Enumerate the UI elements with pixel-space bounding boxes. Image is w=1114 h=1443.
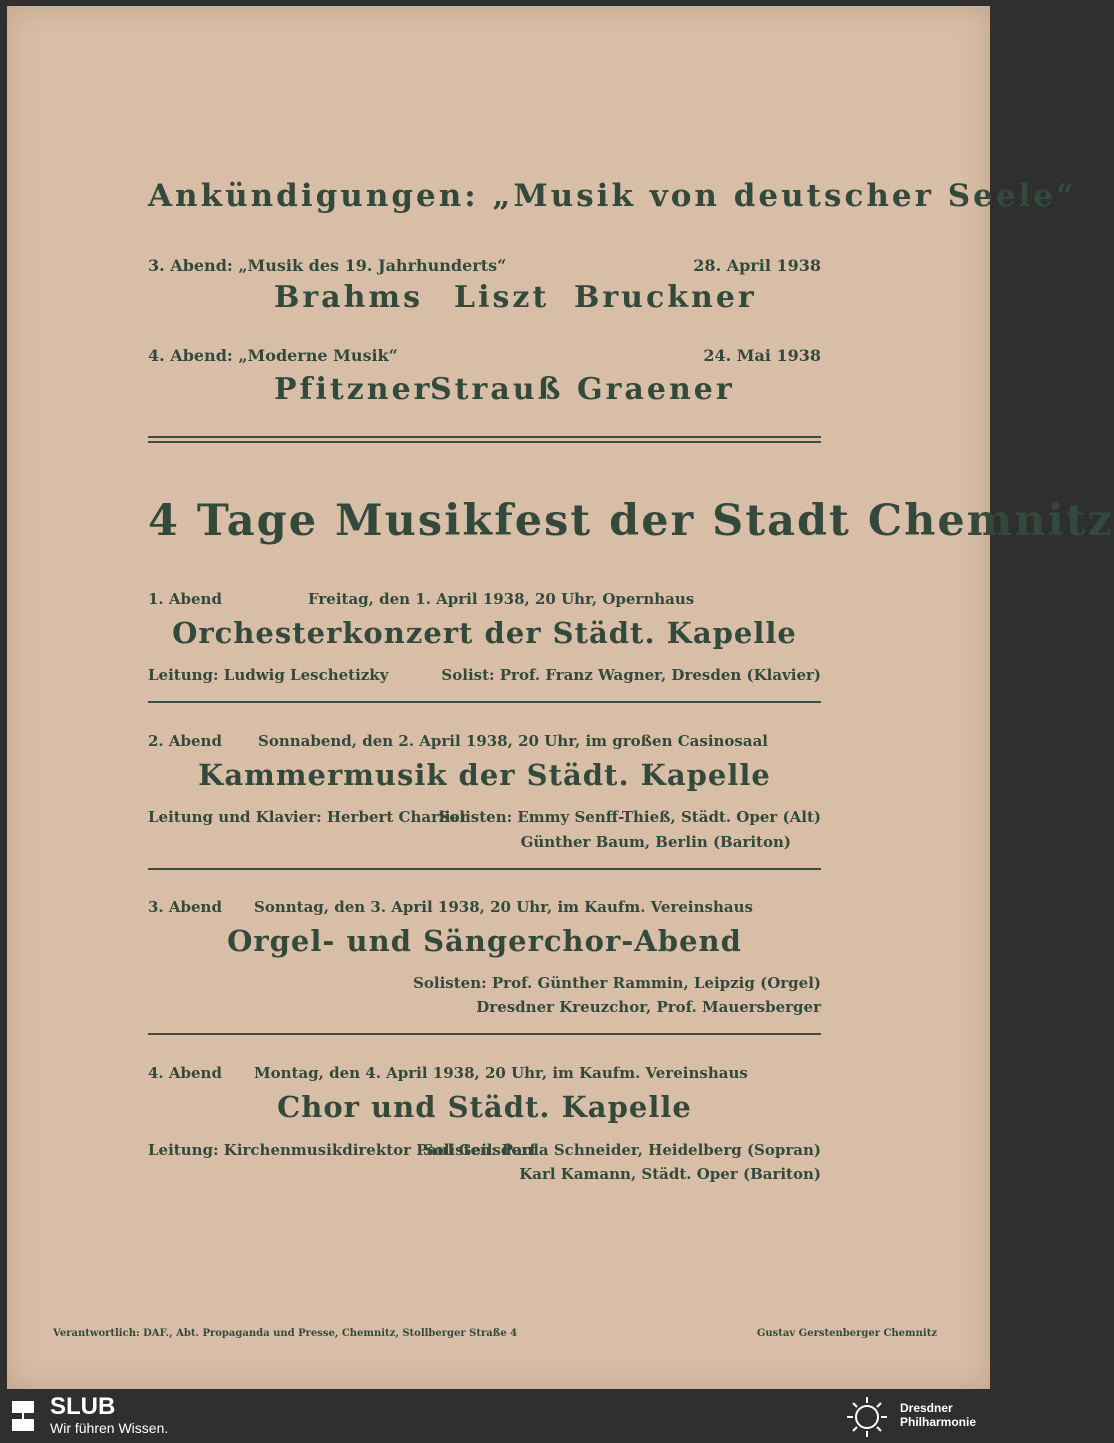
evening-1-date: Freitag, den 1. April 1938, 20 Uhr, Opernhaus (308, 590, 695, 608)
footer-bar (0, 1389, 1000, 1443)
dresdner-philharmonie-name[interactable] (900, 1401, 976, 1429)
evening-2-title: Kammermusik der Städt. Kapelle (198, 758, 771, 792)
announcement-evening-3: 3. Abend: „Musik des 19. Jahrhunderts“ (148, 256, 507, 275)
evening-1-divider (148, 701, 821, 703)
evening-3-soloist-2: Dresdner Kreuzchor, Prof. Mauersberger (476, 998, 821, 1016)
evening-2-soloist-2: Günther Baum, Berlin (Bariton) (520, 833, 791, 851)
evening-2-date: Sonnabend, den 2. April 1938, 20 Uhr, im großen Casinosaal (258, 732, 769, 750)
evening-2-conductor: Leitung und Klavier: Herbert Charlier (148, 808, 468, 826)
evening-3-divider (148, 1033, 821, 1035)
composer-strauss: Strauß (430, 372, 564, 407)
double-rule-bottom (148, 441, 821, 443)
evening-4-title: Chor und Städt. Kapelle (277, 1090, 692, 1124)
evening-3-title: Orgel- und Sängerchor-Abend (227, 924, 742, 958)
composer-graener: Graener (577, 372, 735, 407)
dresdner-philharmonie-logo-icon[interactable] (842, 1395, 892, 1439)
festival-title: 4 Tage Musikfest der Stadt Chemnitz (148, 496, 1114, 546)
slub-tagline: Wir führen Wissen. (50, 1420, 169, 1436)
evening-4-soloist-1: Solisten: Paula Schneider, Heidelberg (Sopran) (422, 1141, 821, 1159)
evening-2-divider (148, 868, 821, 870)
imprint-responsible: Verantwortlich: DAF., Abt. Propaganda und Presse, Chemnitz, Stollberger Straße 4 (53, 1328, 518, 1339)
announcement-date-3: 28. April 1938 (693, 256, 821, 275)
evening-4-conductor: Leitung: Kirchenmusikdirektor Paul Geilsdorf (148, 1141, 536, 1159)
evening-2-soloist-1: Solisten: Emmy Senff-Thieß, Städt. Oper (Alt) (438, 808, 821, 826)
evening-4-label: 4. Abend (148, 1064, 222, 1082)
evening-1-conductor: Leitung: Ludwig Leschetizky (148, 666, 389, 684)
evening-3-soloist-1: Solisten: Prof. Günther Rammin, Leipzig (Orgel) (413, 974, 821, 992)
imprint-printer: Gustav Gerstenberger Chemnitz (756, 1328, 937, 1339)
evening-1-label: 1. Abend (148, 590, 222, 608)
evening-3-date: Sonntag, den 3. April 1938, 20 Uhr, im Kaufm. Vereinshaus (254, 898, 753, 916)
announcements-heading: Ankündigungen: „Musik von deutscher Seele“ (148, 178, 1077, 214)
evening-3-label: 3. Abend (148, 898, 222, 916)
composer-brahms: Brahms (274, 280, 424, 315)
partner-line-2: Philharmonie (900, 1415, 977, 1429)
evening-1-soloist: Solist: Prof. Franz Wagner, Dresden (Klavier) (441, 666, 821, 684)
evening-1-title: Orchesterkonzert der Städt. Kapelle (172, 616, 797, 650)
evening-4-soloist-2: Karl Kamann, Städt. Oper (Bariton) (519, 1165, 821, 1183)
slub-logo-icon[interactable] (8, 1399, 38, 1433)
composer-pfitzner: Pfitzner (274, 372, 433, 407)
composer-bruckner: Bruckner (574, 280, 757, 315)
announcement-date-4: 24. Mai 1938 (703, 346, 821, 365)
partner-line-1: Dresdner (900, 1401, 953, 1415)
double-rule-top (148, 436, 821, 438)
slub-name[interactable]: SLUB (50, 1393, 116, 1420)
announcement-evening-4: 4. Abend: „Moderne Musik“ (148, 346, 398, 365)
evening-4-date: Montag, den 4. April 1938, 20 Uhr, im Kaufm. Vereinshaus (254, 1064, 748, 1082)
evening-2-label: 2. Abend (148, 732, 222, 750)
composer-liszt: Liszt (454, 280, 550, 315)
